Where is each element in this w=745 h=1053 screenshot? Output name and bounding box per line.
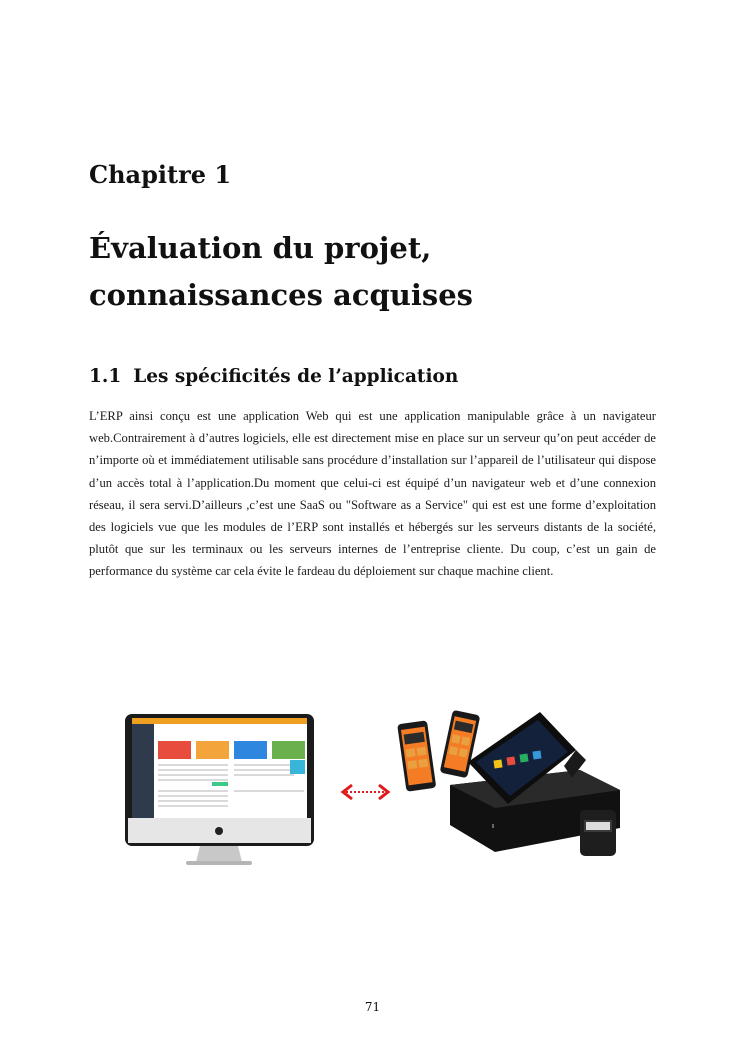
smartphone-icon — [397, 710, 480, 792]
page-number: 71 — [364, 1000, 381, 1014]
section-title: Les spécificités de l’application — [133, 366, 459, 387]
figure-erp-devices — [120, 700, 625, 875]
desktop-monitor-icon — [125, 714, 314, 865]
section-number: 1.1 — [89, 366, 122, 387]
chapter-title: Évaluation du projet, connaissances acquises — [89, 231, 473, 312]
chapter-label: Chapitre 1 — [89, 160, 232, 189]
section-heading — [89, 366, 458, 387]
body-paragraph: L’ERP ainsi conçu est une application Web qui est une application manipulable grâce à un navigateur web.Contrairement à d’autres logiciels, elle est directement mise en place sur un serveur qu’on peut accéder de n’importe où et immédiatement utilisable sans procédure d’installation sur l’appareil de l’utilisateur qui dispose d’un accès total à l’application.Du moment que celui-ci est équipé d’un navigateur web et d’une connexion réseau, il sera servi.D’ailleurs ,c’est une SaaS ou "Software as a Service" qui est est une forme d’exploitation des logiciels vue que les modules de l’ERP sont installés et hébergés sur les serveurs distants de la société, plutôt que sur les terminaux ou les serveurs internes de l’entreprise cliente. Du coup, c’est un gain de performance du système car cela évite le fardeau du déploiement sur chaque machine client. — [89, 409, 656, 579]
double-arrow-icon — [343, 785, 388, 799]
